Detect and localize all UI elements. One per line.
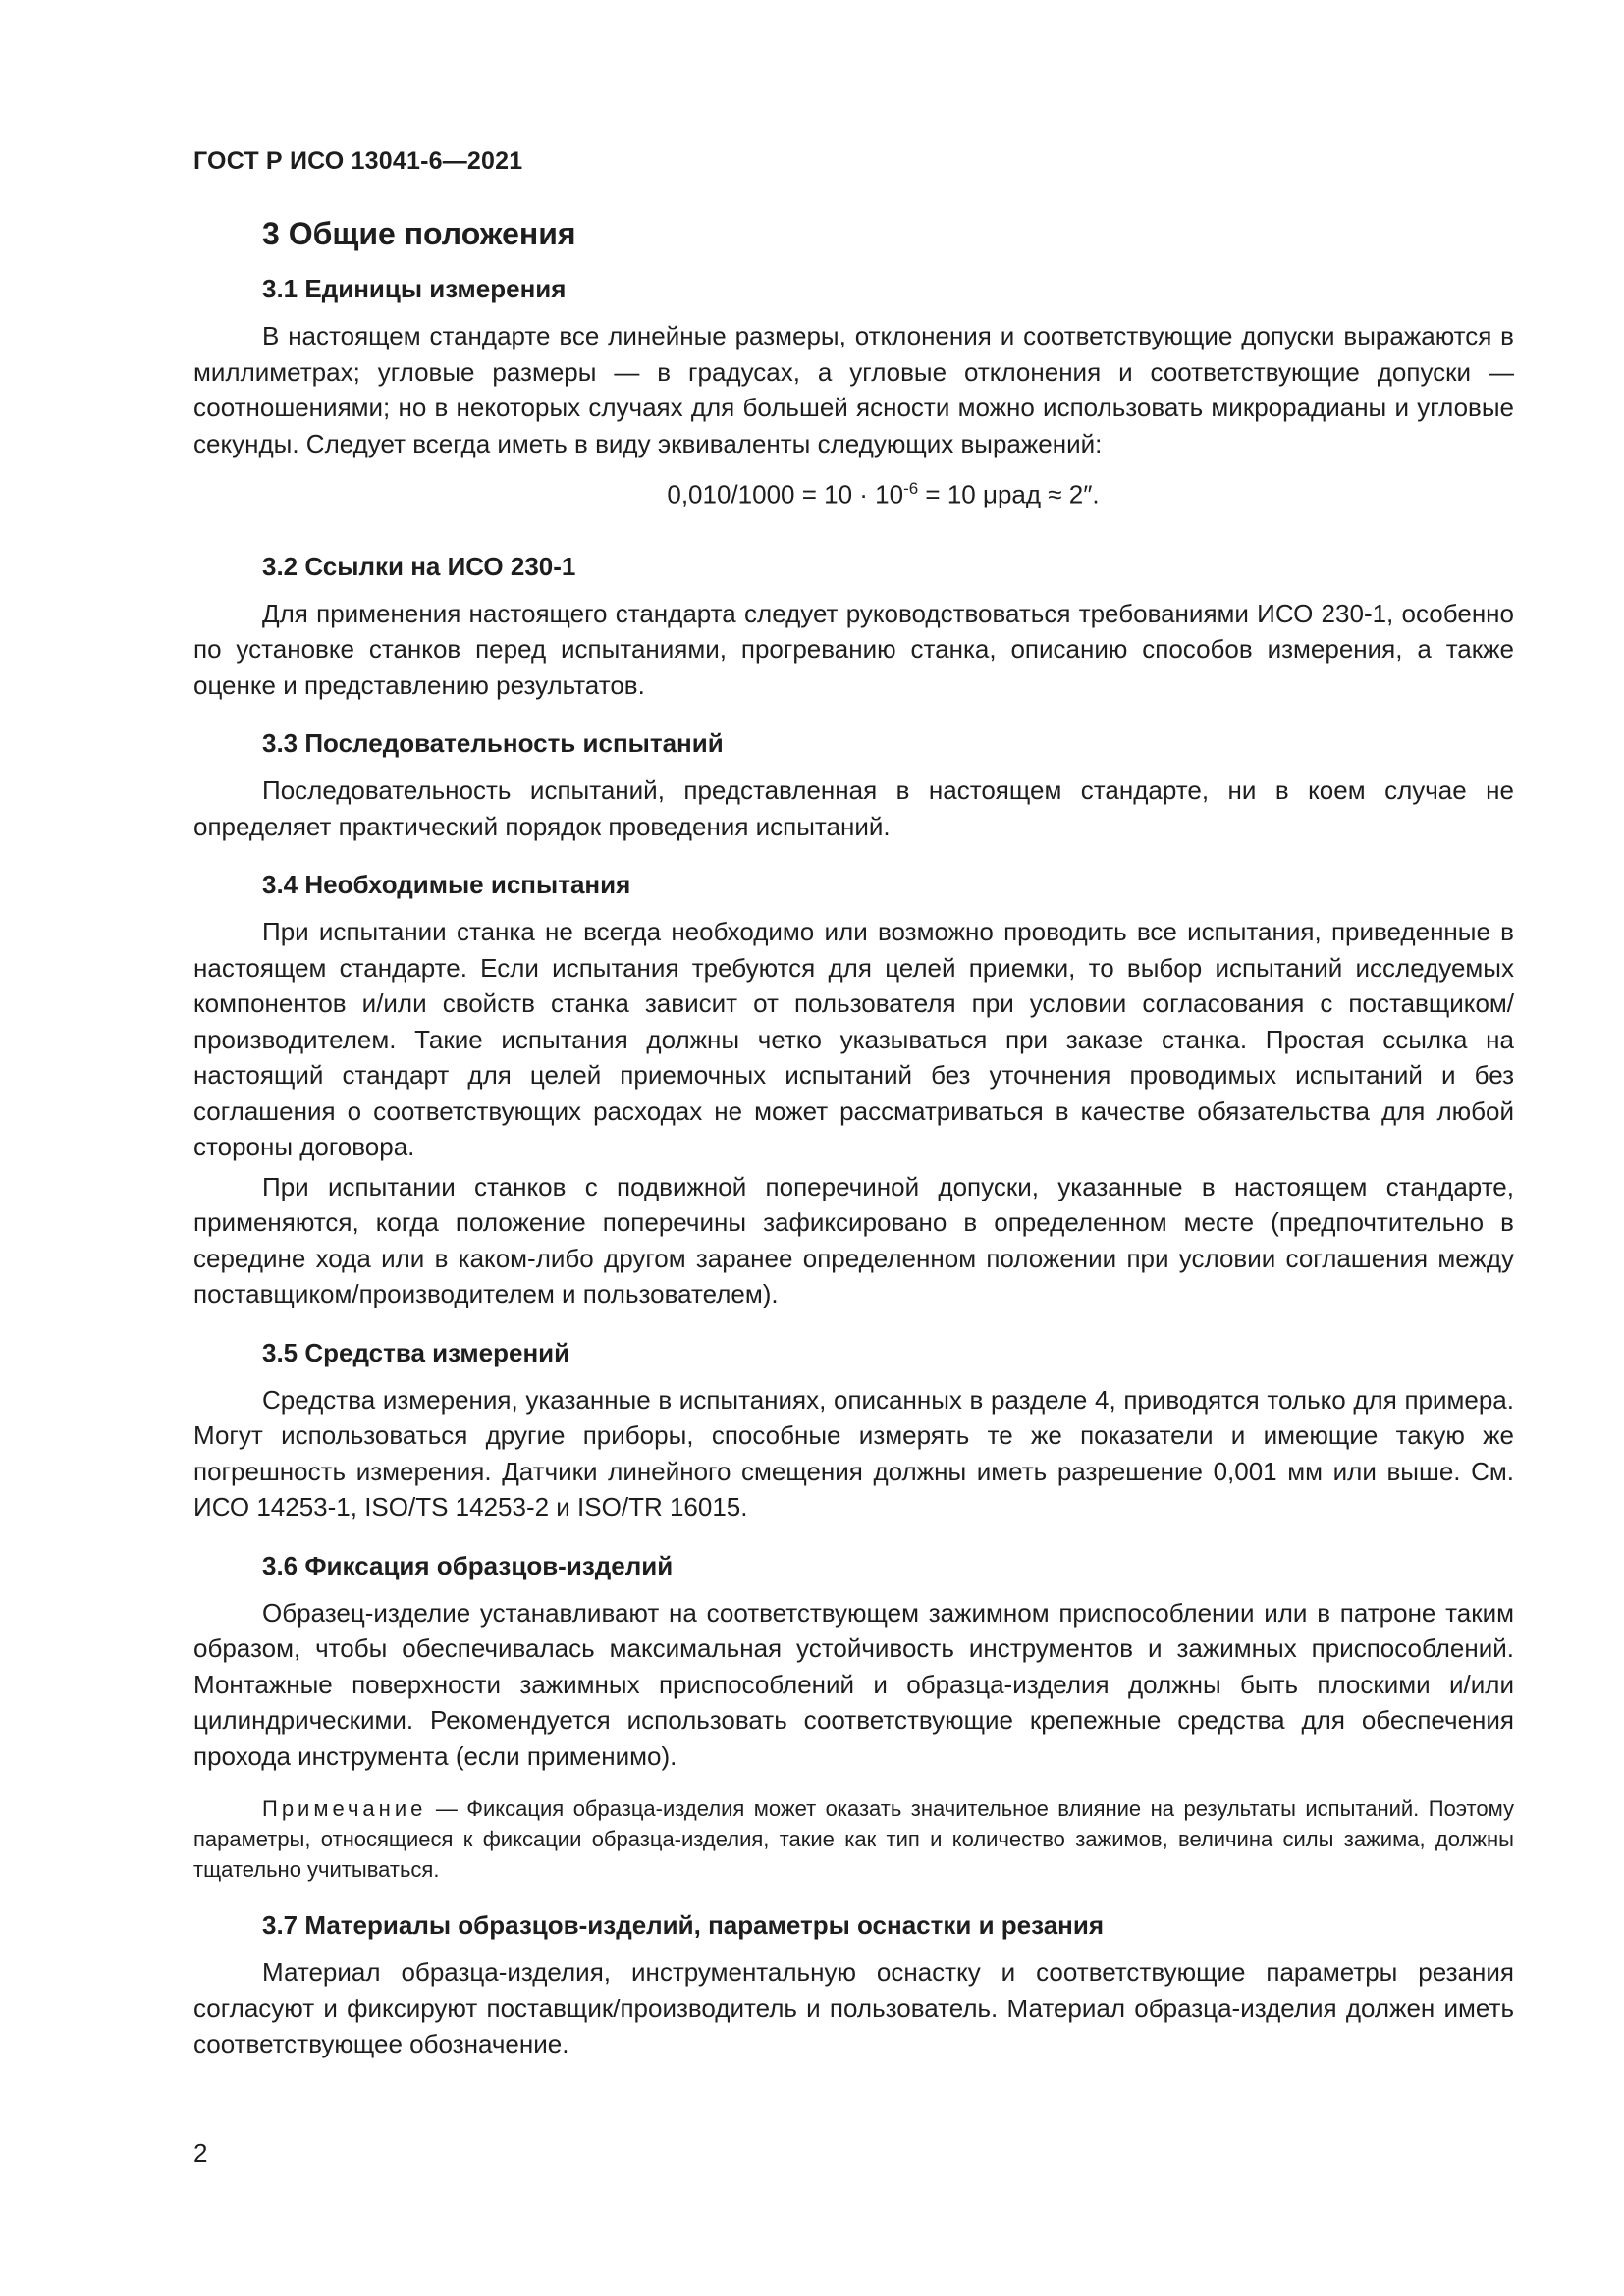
paragraph-3-1: В настоящем стандарте все линейные размеры, отклонения и соответствующие допуски выражаются в миллиметрах; угловые размеры — в градусах, а угловые отклонения и соответствующие допуски — соотношениями; но в некоторых случаях для большей ясности можно использовать микрорадианы и угловые секунды. Следует всегда иметь в виду эквиваленты следующих выражений: — [193, 321, 1514, 458]
page-content — [193, 216, 1514, 2062]
paragraph-3-5: Средства измерения, указанные в испытаниях, описанных в разделе 4, приводятся только для примера. Могут использоваться другие приборы, способные измерять те же показатели и имеющие такую же погрешность измерения. Датчики линейного смещения должны иметь разрешение 0,001 мм или выше. См. ИСО 14253-1, ISO/TS 14253-2 и ISO/TR 16015. — [193, 1384, 1514, 1522]
subsection-title-3-7: 3.7 Материалы образцов-изделий, параметры оснастки и резания — [262, 1910, 1105, 1941]
page-number: 2 — [193, 2138, 208, 2167]
formula-exponent: -6 — [903, 479, 919, 498]
formula — [193, 479, 1514, 510]
note — [193, 1793, 1514, 1885]
subsection-title-3-3: 3.3 Последовательность испытаний — [262, 728, 724, 759]
subsection-title-3-1: 3.1 Единицы измерения — [262, 274, 567, 303]
paragraph-3-4-b: При испытании станков с подвижной поперечиной допуски, указанные в настоящем стандарте, применяются, когда положение поперечины зафиксировано в определенном месте (предпочтительно в середине хода или в каком-либо другом заранее определенном положении при условии соглашения между поставщиком/производителем и пользователем). — [193, 1171, 1514, 1309]
paragraph-3-6: Образец-изделие устанавливают на соответствующем зажимном приспособлении или в патроне таким образом, чтобы обеспечивалась максимальная устойчивость инструментов и зажимных приспособлений. Монтажные поверхности зажимных приспособлений и образца-изделия должны быть плоскими и/или цилиндрическими. Рекомендуется использовать соответствующие крепежные средства для обеспечения прохода инструмента (если применимо). — [193, 1597, 1514, 1771]
section-title: 3 Общие положения — [262, 216, 576, 251]
formula-right: = 10 μрад ≈ 2″. — [918, 479, 1100, 509]
subsection-title-3-2: 3.2 Ссылки на ИСО 230-1 — [262, 551, 576, 581]
paragraph-3-2: Для применения настоящего стандарта следует руководствоваться требованиями ИСО 230-1, особенно по установке станков перед испытаниями, прогреванию станка, описанию способов измерения, а также оценке и представлению результатов. — [193, 598, 1514, 700]
paragraph-3-7: Материал образца-изделия, инструментальную оснастку и соответствующие параметры резания согласуют и фиксируют поставщик/производитель и пользователь. Материал образца-изделия должен иметь соответствующее обозначение. — [193, 1957, 1514, 2059]
note-label: Примечание — [262, 1796, 427, 1822]
document-code: ГОСТ Р ИСО 13041-6—2021 — [193, 147, 523, 175]
paragraph-3-3: Последовательность испытаний, представленная в настоящем стандарте, ни в коем случае не определяет практический порядок проведения испытаний. — [193, 775, 1514, 841]
formula-left: 0,010/1000 = 10 · 10 — [667, 479, 904, 509]
subsection-title-3-5: 3.5 Средства измерений — [262, 1337, 570, 1367]
paragraph-3-4-a: При испытании станка не всегда необходимо или возможно проводить все испытания, приведенные в настоящем стандарте. Если испытания требуются для целей приемки, то выбор испытаний исследуемых компонентов и/или свойств станка зависит от пользователя при условии согласования с поставщиком/производителем. Такие испытания должны четко указываться при заказе станка. Простая ссылка на настоящий стандарт для целей приемочных испытаний без уточнения проводимых испытаний и без соглашения о соответствующих расходах не может рассматриваться в качестве обязательства для любой стороны договора. — [193, 917, 1514, 1162]
note-text: — Фиксация образца-изделия может оказать значительное влияние на результаты испытаний. Поэтому параметры, относящиеся к фиксации образца-изделия, такие как тип и количество зажимов, величина силы зажима, должны тщательно учитываться. — [193, 1796, 1514, 1883]
subsection-title-3-4: 3.4 Необходимые испытания — [262, 870, 631, 900]
subsection-title-3-6: 3.6 Фиксация образцов-изделий — [262, 1550, 674, 1580]
